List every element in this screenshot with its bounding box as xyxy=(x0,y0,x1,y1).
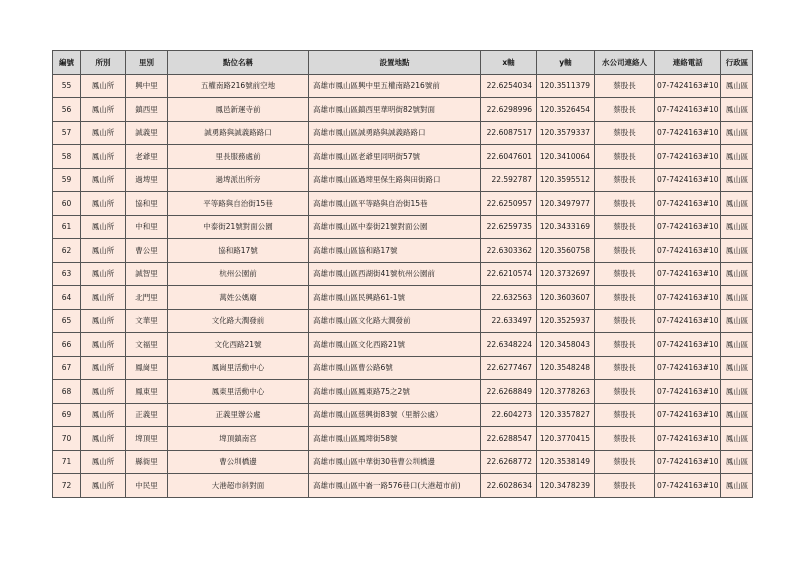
cell-location: 高雄市鳳山區西湖街41號杭州公園前 xyxy=(309,262,481,286)
cell-x: 22.6277467 xyxy=(481,356,537,380)
cell-id: 57 xyxy=(53,121,81,145)
cell-office: 鳳山所 xyxy=(81,192,126,216)
cell-contact: 蔡股長 xyxy=(595,262,655,286)
cell-location: 高雄市鳳山區興中里五權南路216號前 xyxy=(309,74,481,98)
cell-point-name: 鳳東里活動中心 xyxy=(168,380,309,404)
table-row xyxy=(53,427,753,451)
cell-office: 鳳山所 xyxy=(81,427,126,451)
table-row xyxy=(53,98,753,122)
cell-point-name: 杭州公園前 xyxy=(168,262,309,286)
cell-district: 鳳山區 xyxy=(721,356,753,380)
cell-y: 120.3357827 xyxy=(537,403,595,427)
cell-point-name: 里長服務處前 xyxy=(168,145,309,169)
cell-id: 58 xyxy=(53,145,81,169)
cell-district: 鳳山區 xyxy=(721,450,753,474)
cell-district: 鳳山區 xyxy=(721,192,753,216)
cell-y: 120.3478239 xyxy=(537,474,595,498)
table-row xyxy=(53,262,753,286)
cell-y: 120.3410064 xyxy=(537,145,595,169)
cell-id: 69 xyxy=(53,403,81,427)
table-row xyxy=(53,215,753,239)
cell-district: 鳳山區 xyxy=(721,309,753,333)
cell-contact: 蔡股長 xyxy=(595,286,655,310)
cell-x: 22.592787 xyxy=(481,168,537,192)
cell-contact: 蔡股長 xyxy=(595,192,655,216)
cell-location: 高雄市鳳山區文化路大潤發前 xyxy=(309,309,481,333)
cell-x: 22.6303362 xyxy=(481,239,537,263)
cell-office: 鳳山所 xyxy=(81,145,126,169)
cell-village: 興中里 xyxy=(126,74,168,98)
table-row xyxy=(53,333,753,357)
cell-point-name: 平等路與自治街15巷 xyxy=(168,192,309,216)
cell-location: 高雄市鳳山區民興路61-1號 xyxy=(309,286,481,310)
cell-location: 高雄市鳳山區鳳埤街58號 xyxy=(309,427,481,451)
cell-office: 鳳山所 xyxy=(81,333,126,357)
cell-office: 鳳山所 xyxy=(81,121,126,145)
table-row xyxy=(53,450,753,474)
cell-location: 高雄市鳳山區過埤里保生路與田街路口 xyxy=(309,168,481,192)
cell-point-name: 正義里辦公處 xyxy=(168,403,309,427)
cell-y: 120.3595512 xyxy=(537,168,595,192)
cell-x: 22.6087517 xyxy=(481,121,537,145)
cell-village: 縣衙里 xyxy=(126,450,168,474)
cell-phone: 07-7424163#10 xyxy=(655,450,721,474)
cell-id: 70 xyxy=(53,427,81,451)
cell-location: 高雄市鳳山區慈興街83號（里辦公處） xyxy=(309,403,481,427)
header-cell-office: 所別 xyxy=(81,51,126,75)
cell-district: 鳳山區 xyxy=(721,121,753,145)
cell-y: 120.3458043 xyxy=(537,333,595,357)
cell-contact: 蔡股長 xyxy=(595,145,655,169)
header-cell-location: 設置地點 xyxy=(309,51,481,75)
cell-point-name: 五權南路216號前空地 xyxy=(168,74,309,98)
cell-office: 鳳山所 xyxy=(81,356,126,380)
cell-id: 55 xyxy=(53,74,81,98)
cell-contact: 蔡股長 xyxy=(595,121,655,145)
cell-id: 71 xyxy=(53,450,81,474)
cell-location: 高雄市鳳山區鎮西里華明街82號對面 xyxy=(309,98,481,122)
cell-village: 中和里 xyxy=(126,215,168,239)
cell-id: 72 xyxy=(53,474,81,498)
cell-district: 鳳山區 xyxy=(721,474,753,498)
cell-id: 56 xyxy=(53,98,81,122)
cell-y: 120.3497977 xyxy=(537,192,595,216)
table-row xyxy=(53,356,753,380)
cell-phone: 07-7424163#10 xyxy=(655,309,721,333)
cell-village: 北門里 xyxy=(126,286,168,310)
cell-village: 鳳東里 xyxy=(126,380,168,404)
cell-phone: 07-7424163#10 xyxy=(655,168,721,192)
cell-phone: 07-7424163#10 xyxy=(655,403,721,427)
cell-x: 22.6348224 xyxy=(481,333,537,357)
header-cell-phone: 連絡電話 xyxy=(655,51,721,75)
cell-x: 22.604273 xyxy=(481,403,537,427)
cell-office: 鳳山所 xyxy=(81,309,126,333)
cell-point-name: 鳳邑新運寺前 xyxy=(168,98,309,122)
table-row xyxy=(53,474,753,498)
cell-point-name: 埤頂鎮南宮 xyxy=(168,427,309,451)
cell-x: 22.6298996 xyxy=(481,98,537,122)
header-cell-id: 編號 xyxy=(53,51,81,75)
cell-village: 誠智里 xyxy=(126,262,168,286)
cell-district: 鳳山區 xyxy=(721,286,753,310)
cell-id: 68 xyxy=(53,380,81,404)
cell-contact: 蔡股長 xyxy=(595,98,655,122)
cell-id: 64 xyxy=(53,286,81,310)
cell-village: 誠義里 xyxy=(126,121,168,145)
cell-village: 協和里 xyxy=(126,192,168,216)
cell-office: 鳳山所 xyxy=(81,168,126,192)
cell-y: 120.3511379 xyxy=(537,74,595,98)
cell-contact: 蔡股長 xyxy=(595,474,655,498)
cell-office: 鳳山所 xyxy=(81,474,126,498)
cell-contact: 蔡股長 xyxy=(595,74,655,98)
table-row xyxy=(53,121,753,145)
cell-location: 高雄市鳳山區中泰街21號對面公園 xyxy=(309,215,481,239)
cell-office: 鳳山所 xyxy=(81,98,126,122)
cell-id: 60 xyxy=(53,192,81,216)
cell-point-name: 文化西路21號 xyxy=(168,333,309,357)
cell-id: 66 xyxy=(53,333,81,357)
cell-x: 22.633497 xyxy=(481,309,537,333)
cell-office: 鳳山所 xyxy=(81,450,126,474)
cell-office: 鳳山所 xyxy=(81,262,126,286)
cell-location: 高雄市鳳山區平等路與自治街15巷 xyxy=(309,192,481,216)
cell-x: 22.6259735 xyxy=(481,215,537,239)
table-row xyxy=(53,380,753,404)
cell-id: 65 xyxy=(53,309,81,333)
cell-id: 59 xyxy=(53,168,81,192)
cell-district: 鳳山區 xyxy=(721,380,753,404)
cell-phone: 07-7424163#10 xyxy=(655,215,721,239)
table-row xyxy=(53,239,753,263)
cell-point-name: 誠勇路與誠義路路口 xyxy=(168,121,309,145)
cell-village: 鎮西里 xyxy=(126,98,168,122)
cell-x: 22.6288547 xyxy=(481,427,537,451)
cell-y: 120.3560758 xyxy=(537,239,595,263)
cell-x: 22.6268772 xyxy=(481,450,537,474)
cell-y: 120.3770415 xyxy=(537,427,595,451)
cell-phone: 07-7424163#10 xyxy=(655,474,721,498)
cell-village: 中民里 xyxy=(126,474,168,498)
cell-point-name: 協和路17號 xyxy=(168,239,309,263)
cell-contact: 蔡股長 xyxy=(595,168,655,192)
cell-office: 鳳山所 xyxy=(81,286,126,310)
header-cell-village: 里別 xyxy=(126,51,168,75)
cell-office: 鳳山所 xyxy=(81,215,126,239)
table-row xyxy=(53,74,753,98)
cell-phone: 07-7424163#10 xyxy=(655,192,721,216)
cell-contact: 蔡股長 xyxy=(595,450,655,474)
cell-point-name: 文化路大潤發前 xyxy=(168,309,309,333)
cell-x: 22.6254034 xyxy=(481,74,537,98)
header-cell-y: y軸 xyxy=(537,51,595,75)
table-body xyxy=(53,74,753,497)
cell-district: 鳳山區 xyxy=(721,427,753,451)
cell-phone: 07-7424163#10 xyxy=(655,333,721,357)
cell-y: 120.3778263 xyxy=(537,380,595,404)
cell-office: 鳳山所 xyxy=(81,74,126,98)
cell-location: 高雄市鳳山區誠勇路與誠義路路口 xyxy=(309,121,481,145)
table-row xyxy=(53,403,753,427)
cell-district: 鳳山區 xyxy=(721,239,753,263)
data-sheet xyxy=(52,50,753,498)
cell-village: 老爺里 xyxy=(126,145,168,169)
cell-district: 鳳山區 xyxy=(721,98,753,122)
cell-y: 120.3548248 xyxy=(537,356,595,380)
cell-location: 高雄市鳳山區中華街30巷曹公圳橋邊 xyxy=(309,450,481,474)
cell-y: 120.3525937 xyxy=(537,309,595,333)
cell-id: 63 xyxy=(53,262,81,286)
water-station-table xyxy=(52,50,753,498)
table-row xyxy=(53,145,753,169)
table-row xyxy=(53,286,753,310)
cell-location: 高雄市鳳山區曹公路6號 xyxy=(309,356,481,380)
cell-village: 正義里 xyxy=(126,403,168,427)
cell-point-name: 中泰街21號對面公園 xyxy=(168,215,309,239)
cell-contact: 蔡股長 xyxy=(595,427,655,451)
cell-x: 22.6268849 xyxy=(481,380,537,404)
cell-contact: 蔡股長 xyxy=(595,333,655,357)
header-cell-contact: 水公司連絡人 xyxy=(595,51,655,75)
cell-id: 62 xyxy=(53,239,81,263)
cell-x: 22.6047601 xyxy=(481,145,537,169)
cell-phone: 07-7424163#10 xyxy=(655,239,721,263)
table-row xyxy=(53,309,753,333)
cell-point-name: 過埤派出所旁 xyxy=(168,168,309,192)
cell-y: 120.3603607 xyxy=(537,286,595,310)
cell-point-name: 萬姓公媽廟 xyxy=(168,286,309,310)
header-cell-district: 行政區 xyxy=(721,51,753,75)
cell-district: 鳳山區 xyxy=(721,168,753,192)
cell-y: 120.3538149 xyxy=(537,450,595,474)
cell-phone: 07-7424163#10 xyxy=(655,427,721,451)
cell-location: 高雄市鳳山區老爺里同明街57號 xyxy=(309,145,481,169)
cell-phone: 07-7424163#10 xyxy=(655,356,721,380)
cell-phone: 07-7424163#10 xyxy=(655,145,721,169)
cell-id: 61 xyxy=(53,215,81,239)
cell-point-name: 大港超市斜對面 xyxy=(168,474,309,498)
cell-contact: 蔡股長 xyxy=(595,239,655,263)
header-cell-point-name: 點位名稱 xyxy=(168,51,309,75)
cell-y: 120.3732697 xyxy=(537,262,595,286)
cell-contact: 蔡股長 xyxy=(595,380,655,404)
cell-village: 過埤里 xyxy=(126,168,168,192)
table-row xyxy=(53,192,753,216)
cell-location: 高雄市鳳山區文化西路21號 xyxy=(309,333,481,357)
cell-x: 22.6250957 xyxy=(481,192,537,216)
cell-phone: 07-7424163#10 xyxy=(655,380,721,404)
cell-village: 埤頂里 xyxy=(126,427,168,451)
cell-village: 文華里 xyxy=(126,309,168,333)
cell-x: 22.632563 xyxy=(481,286,537,310)
cell-phone: 07-7424163#10 xyxy=(655,98,721,122)
cell-office: 鳳山所 xyxy=(81,239,126,263)
cell-point-name: 鳳崗里活動中心 xyxy=(168,356,309,380)
cell-phone: 07-7424163#10 xyxy=(655,121,721,145)
cell-id: 67 xyxy=(53,356,81,380)
cell-village: 鳳崗里 xyxy=(126,356,168,380)
cell-village: 文福里 xyxy=(126,333,168,357)
cell-district: 鳳山區 xyxy=(721,333,753,357)
cell-x: 22.6210574 xyxy=(481,262,537,286)
cell-district: 鳳山區 xyxy=(721,403,753,427)
cell-village: 曹公里 xyxy=(126,239,168,263)
cell-contact: 蔡股長 xyxy=(595,215,655,239)
cell-phone: 07-7424163#10 xyxy=(655,74,721,98)
cell-contact: 蔡股長 xyxy=(595,403,655,427)
cell-x: 22.6028634 xyxy=(481,474,537,498)
cell-district: 鳳山區 xyxy=(721,145,753,169)
cell-y: 120.3579337 xyxy=(537,121,595,145)
cell-district: 鳳山區 xyxy=(721,74,753,98)
table-row xyxy=(53,168,753,192)
cell-location: 高雄市鳳山區中崙一路576巷口(大港超市前) xyxy=(309,474,481,498)
cell-phone: 07-7424163#10 xyxy=(655,286,721,310)
header-row xyxy=(53,51,753,75)
header-cell-x: x軸 xyxy=(481,51,537,75)
cell-phone: 07-7424163#10 xyxy=(655,262,721,286)
cell-y: 120.3526454 xyxy=(537,98,595,122)
cell-contact: 蔡股長 xyxy=(595,356,655,380)
cell-contact: 蔡股長 xyxy=(595,309,655,333)
cell-location: 高雄市鳳山區協和路17號 xyxy=(309,239,481,263)
cell-office: 鳳山所 xyxy=(81,403,126,427)
cell-office: 鳳山所 xyxy=(81,380,126,404)
cell-district: 鳳山區 xyxy=(721,215,753,239)
cell-district: 鳳山區 xyxy=(721,262,753,286)
cell-point-name: 曹公圳橋邊 xyxy=(168,450,309,474)
cell-location: 高雄市鳳山區鳳東路75之2號 xyxy=(309,380,481,404)
cell-y: 120.3433169 xyxy=(537,215,595,239)
